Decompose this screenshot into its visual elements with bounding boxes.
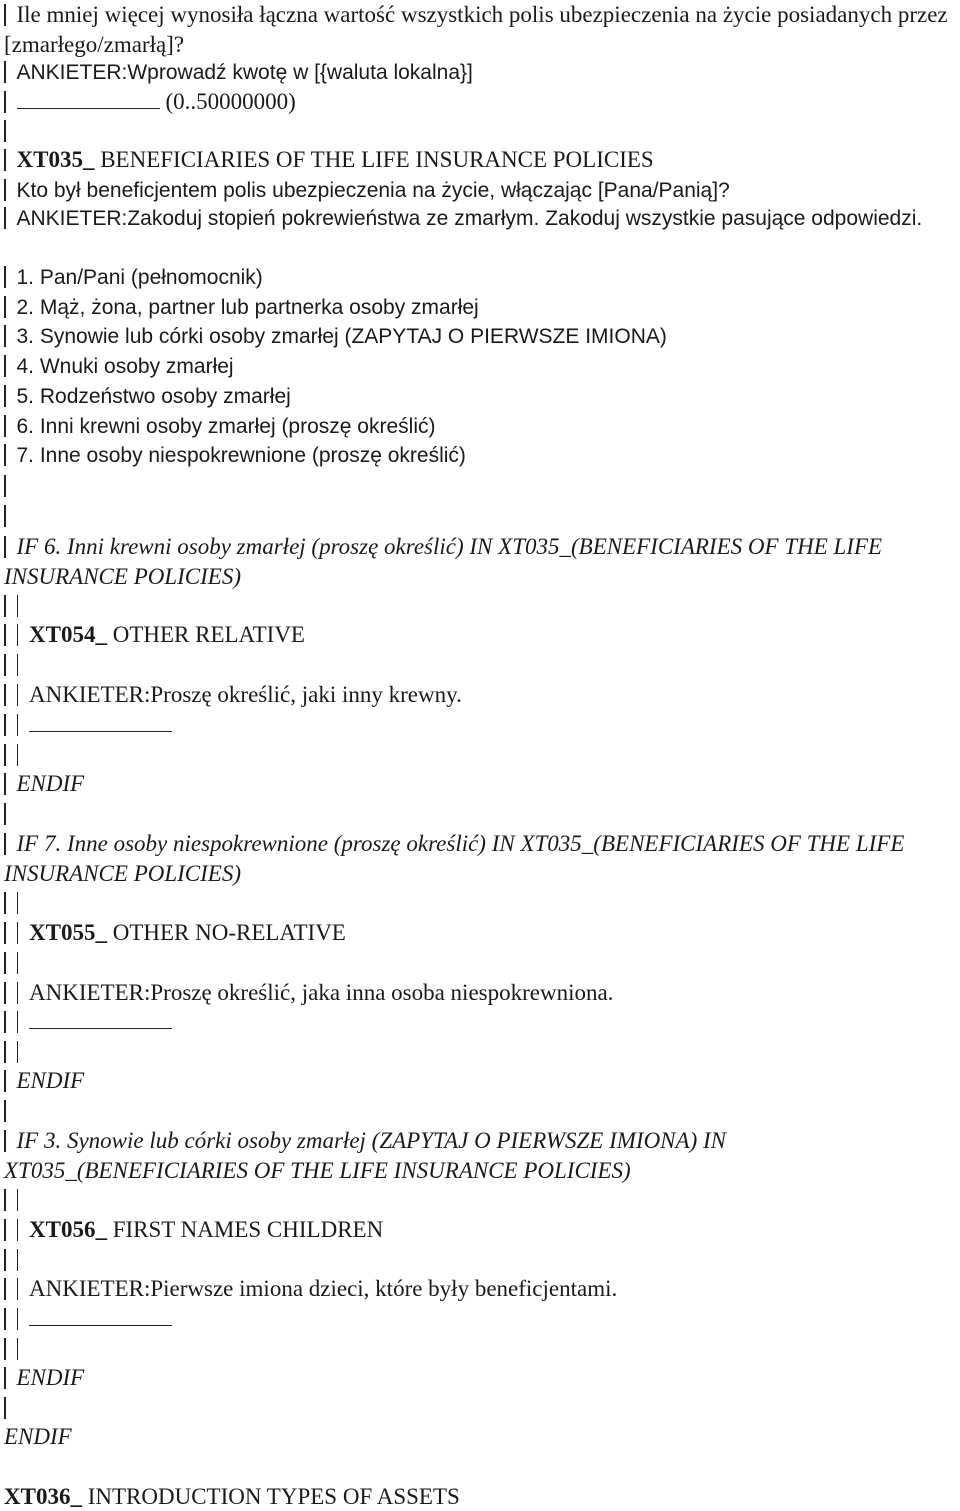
xt035-instruction: ANKIETER:Zakoduj stopień pokrewieństwa ze zmarłym. Zakoduj wszystkie pasujące odpowiedzi. xyxy=(4,204,954,234)
if3-endif: ENDIF xyxy=(4,1364,954,1392)
xt056-answer-row xyxy=(4,1305,954,1333)
other-non-relative-input-line[interactable] xyxy=(29,1010,172,1029)
total-value-question: Ile mniej więcej wynosiła łączna wartość wszystkich polis ubezpieczenia na życie posiadanych przez [zmarłego/zmarłą]? xyxy=(4,2,948,57)
xt056-heading: XT056_ FIRST NAMES CHILDREN xyxy=(4,1216,954,1244)
indent-bar xyxy=(4,4,6,26)
xt054-instruction: ANKIETER:Proszę określić, jaki inny krewny. xyxy=(4,681,954,709)
if7-condition: IF 7. Inne osoby niespokrewnione (proszę określić) IN XT035_(BENEFICIARIES OF THE LIFE INSURANCE POLICIES) xyxy=(4,831,905,886)
xt035-option-4[interactable]: 4. Wnuki osoby zmarłej xyxy=(4,353,954,381)
xt035-option-7[interactable]: 7. Inne osoby niespokrewnione (proszę określić) xyxy=(4,442,954,470)
xt054-heading: XT054_ OTHER RELATIVE xyxy=(4,621,954,649)
xt055-heading: XT055_ OTHER NO-RELATIVE xyxy=(4,919,954,947)
xt054-answer-row xyxy=(4,711,954,739)
xt035-option-2[interactable]: 2. Mąż, żona, partner lub partnerka osoby zmarłej xyxy=(4,294,954,322)
xt035-option-5[interactable]: 5. Rodzeństwo osoby zmarłej xyxy=(4,383,954,411)
xt035-heading: XT035_ BENEFICIARIES OF THE LIFE INSURANCE POLICIES xyxy=(4,146,954,174)
if6-condition: IF 6. Inni krewni osoby zmarłej (proszę określić) IN XT035_(BENEFICIARIES OF THE LIFE INSURANCE POLICIES) xyxy=(4,534,883,589)
xt036-heading: XT036_ INTRODUCTION TYPES OF ASSETS xyxy=(4,1484,460,1509)
total-value-instruction: ANKIETER:Wprowadź kwotę w [{waluta lokalna}] xyxy=(4,58,954,87)
if7-endif: ENDIF xyxy=(4,1067,954,1095)
amount-input-line[interactable] xyxy=(17,90,160,109)
xt055-answer-row xyxy=(4,1008,954,1036)
outer-endif: ENDIF xyxy=(4,1424,72,1449)
xt056-instruction: ANKIETER:Pierwsze imiona dzieci, które były beneficjentami. xyxy=(4,1275,954,1303)
xt055-instruction: ANKIETER:Proszę określić, jaka inna osoba niespokrewniona. xyxy=(4,979,954,1007)
amount-range: (0..50000000) xyxy=(165,89,296,114)
if3-condition: IF 3. Synowie lub córki osoby zmarłej (ZAPYTAJ O PIERWSZE IMIONA) IN XT035_(BENEFICIARIES OF THE LIFE INSURANCE POLICIES) xyxy=(4,1128,726,1183)
xt035-option-1[interactable]: 1. Pan/Pani (pełnomocnik) xyxy=(4,264,954,292)
xt035-question: Kto był beneficjentem polis ubezpieczenia na życie, włączając [Pana/Panią]? xyxy=(4,176,954,205)
xt035-option-3[interactable]: 3. Synowie lub córki osoby zmarłej (ZAPYTAJ O PIERWSZE IMIONA) xyxy=(4,323,954,351)
if6-endif: ENDIF xyxy=(4,770,954,798)
xt035-option-6[interactable]: 6. Inni krewni osoby zmarłej (proszę określić) xyxy=(4,413,954,441)
other-relative-input-line[interactable] xyxy=(29,713,172,732)
total-value-answer-row xyxy=(4,88,954,116)
children-names-input-line[interactable] xyxy=(29,1307,172,1326)
